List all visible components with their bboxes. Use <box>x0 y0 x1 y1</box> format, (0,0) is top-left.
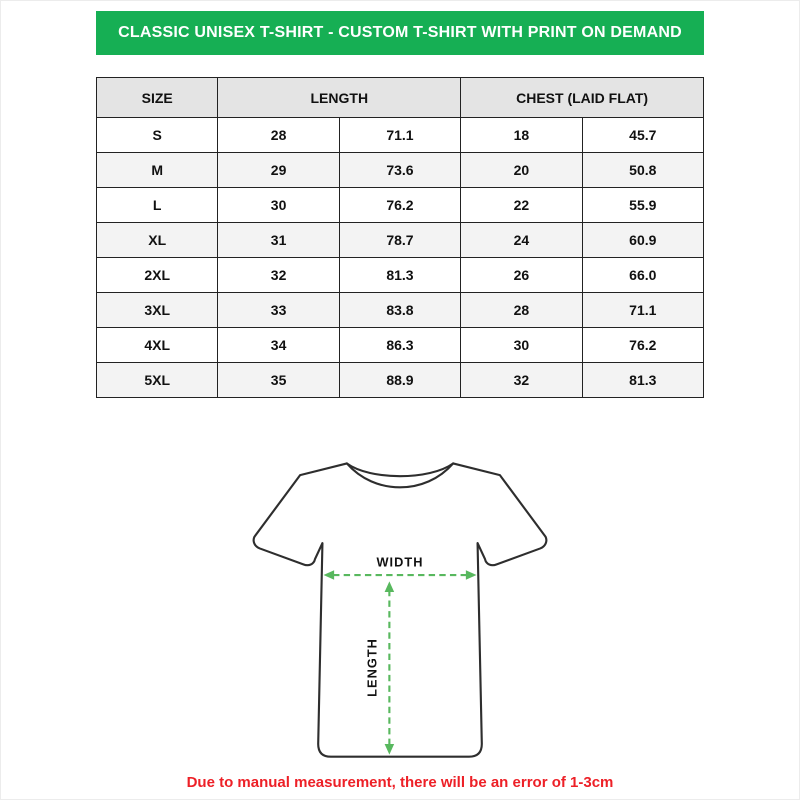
measurement-cell: 22 <box>461 188 582 223</box>
measurement-cell: 24 <box>461 223 582 258</box>
size-cell: 5XL <box>97 363 218 398</box>
measurement-cell: 28 <box>218 118 339 153</box>
table-row <box>97 118 704 153</box>
measurement-cell: 33 <box>218 293 339 328</box>
tshirt-measurement-diagram <box>230 440 570 766</box>
measurement-cell: 81.3 <box>339 258 460 293</box>
measurement-cell: 29 <box>218 153 339 188</box>
table-header-row <box>97 78 704 118</box>
size-cell: 2XL <box>97 258 218 293</box>
measurement-cell: 28 <box>461 293 582 328</box>
title-banner <box>96 11 704 55</box>
width-label: WIDTH <box>376 554 424 570</box>
header-length: LENGTH <box>218 78 461 118</box>
tshirt-diagram-svg <box>230 440 570 761</box>
page-title: CLASSIC UNISEX T-SHIRT - CUSTOM T-SHIRT WITH PRINT ON DEMAND <box>118 24 682 41</box>
tshirt-outline <box>254 463 547 756</box>
measurement-cell: 20 <box>461 153 582 188</box>
size-cell: 3XL <box>97 293 218 328</box>
measurement-cell: 73.6 <box>339 153 460 188</box>
measurement-cell: 34 <box>218 328 339 363</box>
length-label: LENGTH <box>364 638 380 697</box>
measurement-cell: 83.8 <box>339 293 460 328</box>
table-row <box>97 328 704 363</box>
size-table-body <box>97 118 704 398</box>
measurement-cell: 78.7 <box>339 223 460 258</box>
measurement-cell: 71.1 <box>339 118 460 153</box>
measurement-cell: 66.0 <box>582 258 703 293</box>
size-cell: 4XL <box>97 328 218 363</box>
table-row <box>97 293 704 328</box>
measurement-cell: 30 <box>461 328 582 363</box>
table-row <box>97 223 704 258</box>
table-row <box>97 258 704 293</box>
size-cell: M <box>97 153 218 188</box>
size-cell: XL <box>97 223 218 258</box>
measurement-cell: 35 <box>218 363 339 398</box>
table-row <box>97 153 704 188</box>
measurement-cell: 32 <box>461 363 582 398</box>
measurement-cell: 71.1 <box>582 293 703 328</box>
measurement-cell: 86.3 <box>339 328 460 363</box>
measurement-cell: 26 <box>461 258 582 293</box>
measurement-cell: 76.2 <box>582 328 703 363</box>
measurement-disclaimer: Due to manual measurement, there will be an error of 1-3cm <box>186 774 614 791</box>
table-row <box>97 363 704 398</box>
header-chest: CHEST (LAID FLAT) <box>461 78 704 118</box>
measurement-cell: 88.9 <box>339 363 460 398</box>
size-chart-table <box>96 77 704 398</box>
measurement-cell: 30 <box>218 188 339 223</box>
measurement-cell: 50.8 <box>582 153 703 188</box>
measurement-cell: 31 <box>218 223 339 258</box>
measurement-cell: 60.9 <box>582 223 703 258</box>
measurement-cell: 32 <box>218 258 339 293</box>
measurement-cell: 76.2 <box>339 188 460 223</box>
measurement-cell: 55.9 <box>582 188 703 223</box>
measurement-cell: 45.7 <box>582 118 703 153</box>
size-cell: L <box>97 188 218 223</box>
measurement-cell: 81.3 <box>582 363 703 398</box>
header-size: SIZE <box>97 78 218 118</box>
size-cell: S <box>97 118 218 153</box>
measurement-cell: 18 <box>461 118 582 153</box>
table-row <box>97 188 704 223</box>
